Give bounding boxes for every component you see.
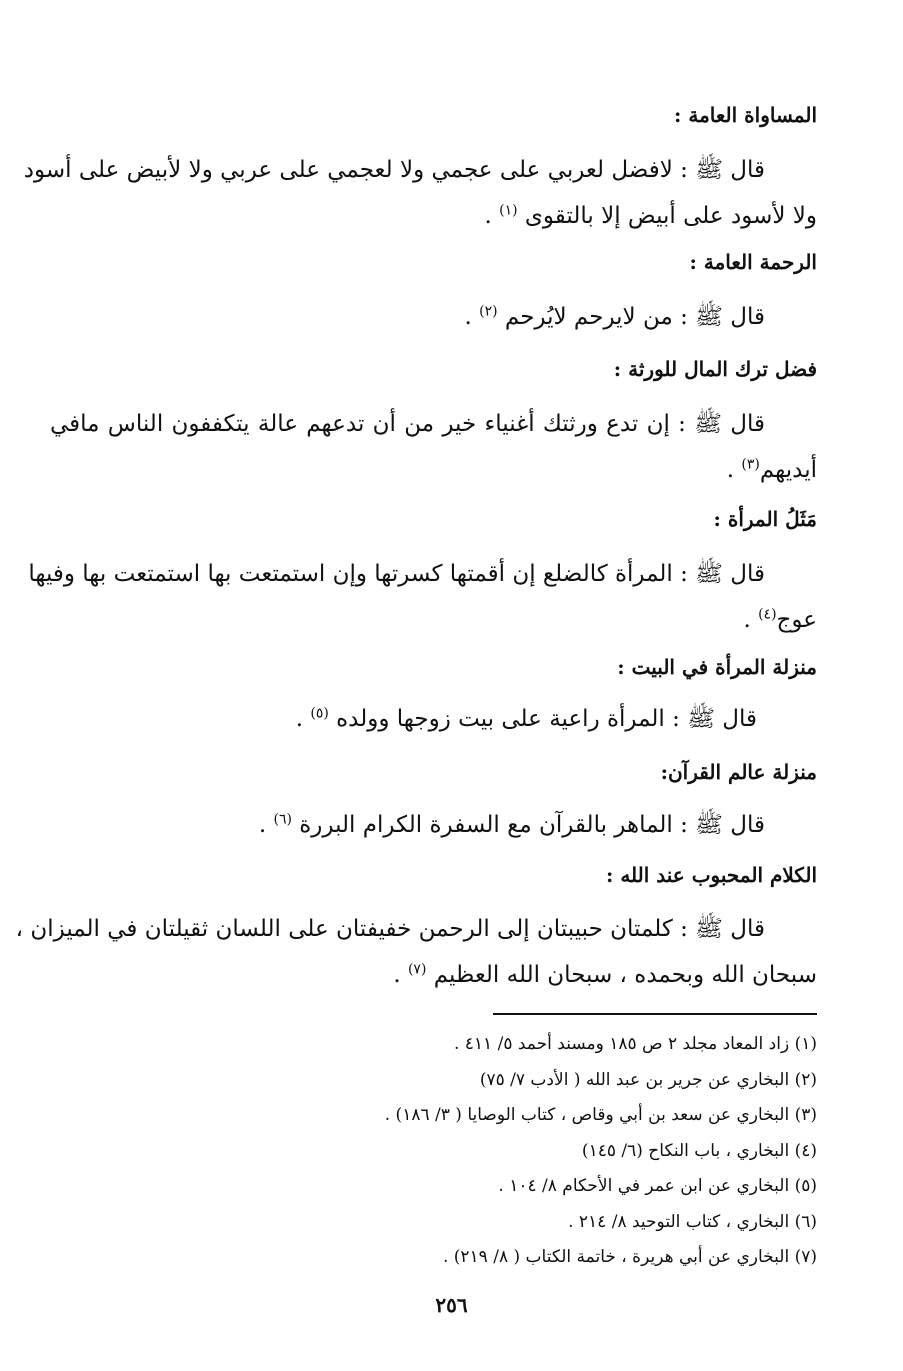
section-heading-woman-home: منزلة المرأة في البيت : — [617, 655, 817, 679]
hadith-paragraph-beloved-words — [15, 906, 817, 998]
footnote-item: (٧) البخاري عن أبي هريرة ، خاتمة الكتاب ( ٨/ ٢١٩) . — [442, 1247, 817, 1267]
hadith-paragraph-woman-likeness — [28, 551, 817, 643]
footnote-item: (١) زاد المعاد مجلد ٢ ص ١٨٥ ومسند أحمد ٥/ ٤١١ . — [453, 1034, 817, 1054]
section-heading-equality: المساواة العامة : — [674, 103, 817, 127]
footnote-ref: (٥) — [310, 705, 329, 722]
section-heading-woman-likeness: مَثَلُ المرأة : — [713, 507, 817, 531]
footnote-item: (٤) البخاري ، باب النكاح (٦/ ١٤٥) — [581, 1140, 817, 1161]
footnote-item: (٥) البخاري عن ابن عمر في الأحكام ٨/ ١٠٤ . — [498, 1176, 817, 1196]
hadith-paragraph-quran-scholar — [50, 802, 817, 848]
footnote-ref: (٤) — [758, 606, 777, 623]
hadith-line: قال ﷺ : كلمتان حبيبتان إلى الرحمن خفيفتان على اللسان ثقيلتان في الميزان ، — [15, 916, 765, 942]
hadith-line-last: قال ﷺ : المرأة راعية على بيت زوجها وولده $^{(٥)}$ . — [295, 705, 757, 732]
hadith-line: قال ﷺ : المرأة كالضلع إن أقمتها كسرتها وإن استمتعت بها استمتعت بها وفيها — [28, 561, 765, 587]
footnote-ref: (٣) — [741, 456, 760, 473]
section-heading-mercy: الرحمة العامة : — [689, 250, 817, 274]
section-heading-beloved-words: الكلام المحبوب عند الله : — [605, 863, 817, 887]
hadith-line-last: عوج$^{(٤)}$ . — [743, 606, 817, 633]
hadith-paragraph-mercy — [50, 294, 817, 340]
footnote-item: (٦) البخاري ، كتاب التوحيد ٨/ ٢١٤ . — [568, 1211, 817, 1232]
hadith-paragraph-equality — [23, 147, 817, 239]
hadith-line-last: قال ﷺ : من لايرحم لايُرحم $^{(٢)}$ . — [464, 303, 765, 330]
footnote-ref: (١) — [499, 202, 518, 219]
footnote-ref: (٢) — [479, 303, 498, 320]
hadith-line: قال ﷺ : إن تدع ورثتك أغنياء خير من أن تدعهم عالة يتكففون الناس مافي — [50, 411, 765, 437]
hadith-line-last: أيديهم$^{(٣)}$ . — [726, 456, 817, 483]
section-heading-quran-scholar: منزلة عالم القرآن: — [660, 760, 817, 784]
footnote-item: (٢) البخاري عن جرير بن عبد الله ( الأدب ٧/ ٧٥) — [479, 1069, 817, 1090]
footnote-ref: (٦) — [273, 811, 292, 828]
hadith-paragraph-woman-home — [50, 696, 817, 742]
footnote-separator — [493, 1013, 817, 1015]
section-heading-inheritance: فضل ترك المال للورثة : — [613, 357, 817, 381]
hadith-line-last: قال ﷺ : الماهر بالقرآن مع السفرة الكرام البررة $^{(٦)}$ . — [258, 811, 765, 838]
page-number: ٢٥٦ — [435, 1293, 468, 1317]
footnote-item: (٣) البخاري عن سعد بن أبي وقاص ، كتاب الوصايا ( ٣/ ١٨٦) . — [384, 1105, 817, 1125]
hadith-line-last: سبحان الله وبحمده ، سبحان الله العظيم $^{(٧)}$ . — [393, 961, 817, 988]
footnotes — [385, 1027, 817, 1276]
hadith-paragraph-inheritance — [50, 401, 817, 493]
footnote-ref: (٧) — [407, 961, 427, 978]
hadith-line: قال ﷺ : لافضل لعربي على عجمي ولا لعجمي على عربي ولا لأبيض على أسود — [23, 157, 765, 183]
hadith-line-last: ولا لأسود على أبيض إلا بالتقوى $^{(١)}$ . — [484, 202, 817, 229]
